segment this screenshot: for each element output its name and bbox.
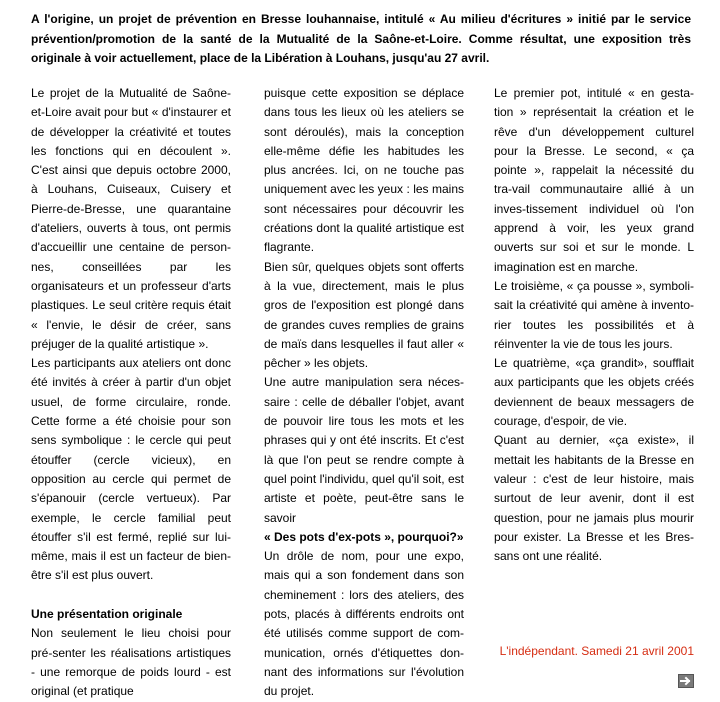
paragraph: Le quatrième, «ça grandit», soufflait aux participants que les objets créés deviennent de beaux messagers de courage, d'espoir, de vie. (494, 356, 694, 429)
paragraph: Les participants aux ateliers ont donc été invités à créer à partir d'un objet usuel, de forme circulaire, ronde. Cette forme a été choisie pour son sens symbolique : le cercle qui peut étouffer (cercle vicieux), en opposition au cercle qui permet de s'épanouir (cercle vertueux). Par exemple, le cercle familial peut étouffer s'il est fermé, replié sur lui-même, mais il est un facteur de bien-être s'il est plus ouvert. (31, 356, 231, 583)
article-column-2 (264, 84, 464, 702)
paragraph: Bien sûr, quelques objets sont offerts à la vue, directement, mais le plus gros de l'exposition est plongé dans de grandes cuves remplies de grains de maïs dans lesquelles il faut aller « pêcher » les objets. (264, 259, 464, 371)
paragraph: Le projet de la Mutualité de Saône-et-Loire avait pour but « d'instaurer et de développer la créativité et toutes les fonctions qui en découlent ». C'est ainsi que depuis octobre 2000, à Louhans, Cuiseaux, Cuisery et Pierre-de-Bresse, une quarantaine d'ateliers, ouverts à tous, ont permis d'accueillir une centaine de person-nes, conseillées par les organisateurs et un professeur d'arts plastiques. Le seul critère requis était « l'envie, le désir de créer, sans préjuger de la qualité artistique ». (31, 86, 231, 351)
section-heading: Une présentation originale (31, 607, 183, 622)
paragraph: Un drôle de nom, pour une expo, mais qui a son fondement dans son cheminement : lors des ateliers, des pots, placés à différents endroits ont été utilisés comme support de com-munication, ornés d'étiquettes don-nant des informations sur l'évolution du projet. (264, 549, 464, 699)
article-source: L'indépendant. Samedi 21 avril 2001 (499, 644, 694, 658)
article-lead: A l'origine, un projet de prévention en Bresse louhannaise, intitulé « Au milieu d'écritures » initié par le service prévention/promotion de la santé de la Mutualité de la Saône-et-Loire. Comme résultat, une exposition très originale à voir actuellement, place de la Libération à Louhans, jusqu'au 27 avril. (31, 12, 691, 65)
paragraph: puisque cette exposition se déplace dans tous les lieux où les ateliers se sont déroulés), mais la conception elle-même défie les habitudes les plus ancrées. Ici, on ne touche pas uniquement avec les yeux : les mains sont nécessaires pour découvrir les créations dont la qualité artistique est flagrante. (264, 86, 464, 255)
paragraph-gap (31, 586, 231, 605)
section-heading: « Des pots d'ex-pots », pourquoi?» (264, 529, 464, 544)
paragraph: Le troisième, « ça pousse », symboli-sait la créativité qui amène à invento-rier toutes les possibilités et à réinventer la vie de tous les jours. (494, 278, 694, 351)
paragraph: Le premier pot, intitulé « en gesta-tion » représentait la création et le rêve d'un développement culturel pour la Bresse. Le second, « ça pointe », rappelait la nécessité du tra-vail communautaire allié à un inves-tissement individuel où l'on apprend à voir, les yeux grand ouverts sur soi et sur le monde. L imagination est en marche. (494, 86, 694, 274)
paragraph: Non seulement le lieu choisi pour pré-senter les réalisations artistiques - une remorque de poids lourd - est original (et pratique (31, 626, 231, 699)
paragraph: Une autre manipulation sera néces-saire : celle de déballer l'objet, avant de pouvoir lire tous les mots et les phrases qui y ont été inscrits. Et c'est là que l'on peut se rendre compte à quel point l'individu, quel qu'il soit, est artiste et poète, peut-être sans le savoir (264, 375, 464, 525)
arrow-right-icon (679, 675, 693, 687)
article-column-1 (31, 84, 231, 702)
article-column-3 (494, 84, 694, 566)
next-page-button[interactable] (678, 674, 694, 688)
paragraph: Quant au dernier, «ça existe», il mettait les habitants de la Bresse en valeur : c'est de leur histoire, mais surtout de leur avenir, dont il est question, pour ne jamais plus mourir pour exister. La Bresse et les Bres-sans ont une réalité. (494, 433, 694, 564)
